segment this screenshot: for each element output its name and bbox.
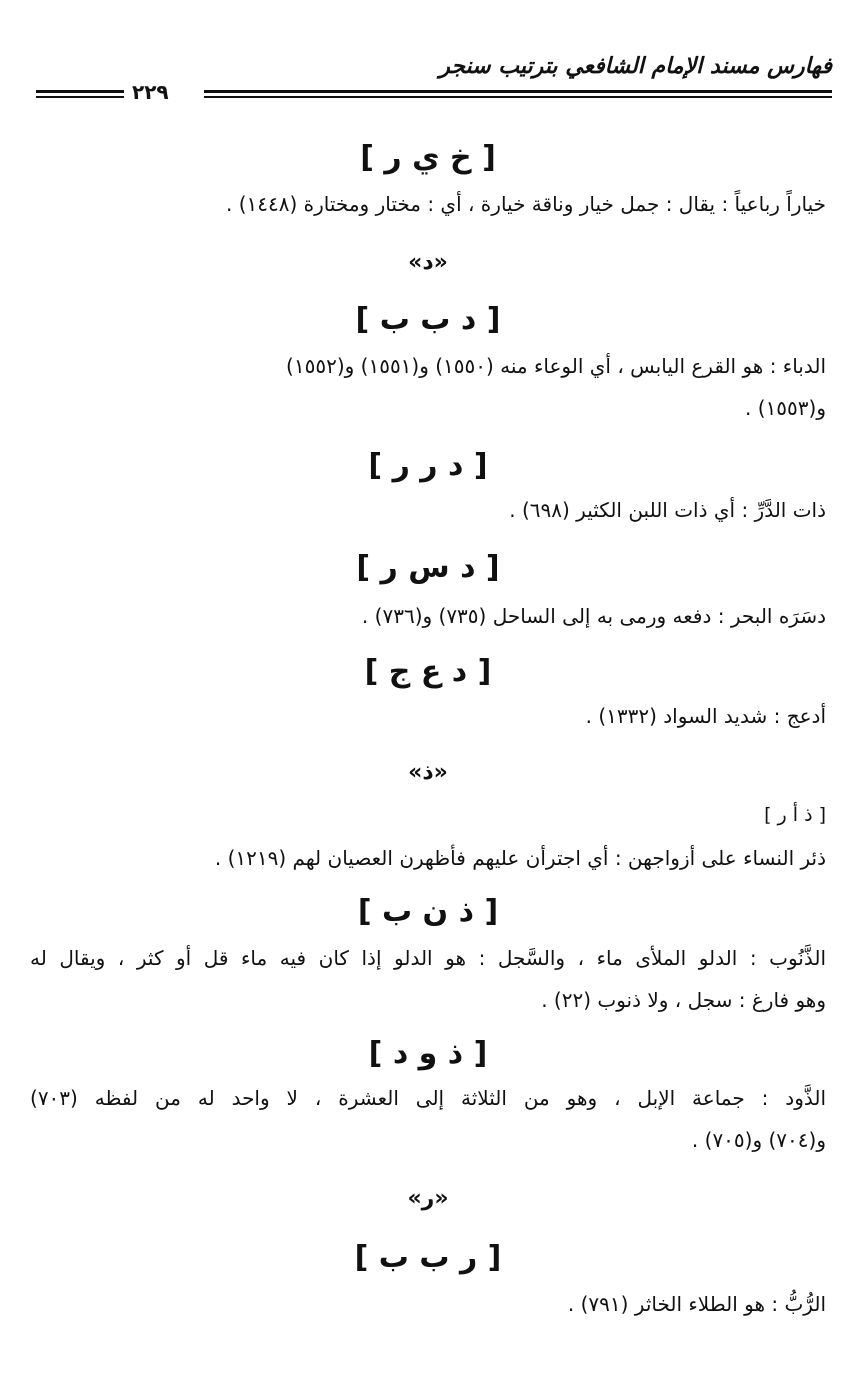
header-rule-left <box>36 90 124 93</box>
root-heading: [ ذ و د ] <box>368 1036 488 1071</box>
header-rule <box>204 90 832 93</box>
root-heading: [ د ر ر ] <box>368 448 488 483</box>
entry-text: الذَّنُوب : الدلو الملأى ماء ، والسَّجل : هو الدلو إذا كان فيه ماء قل أو كثر ، ويقال له <box>30 946 826 970</box>
page-number: ٢٢٩ <box>132 80 169 104</box>
letter-section-heading: «ذ» <box>408 760 448 785</box>
root-heading: [ د ب ب ] <box>355 302 501 337</box>
entry-text: الدباء : هو القرع اليابس ، أي الوعاء منه (١٥٥٠) و(١٥٥١) و(١٥٥٢) <box>286 354 826 378</box>
root-heading: [ خ ي ر ] <box>360 140 496 175</box>
header-title: فهارس مسند الإمام الشافعي بترتيب سنجر <box>439 54 832 79</box>
entry-text: ذات الدَّرِّ : أي ذات اللبن الكثير (٦٩٨) . <box>509 498 826 522</box>
entry-text: ذئر النساء على أزواجهن : أي اجترأن عليهم فأظهرن العصيان لهم (١٢١٩) . <box>214 846 826 870</box>
entry-text: الرُّبُّ : هو الطلاء الخاثر (٧٩١) . <box>567 1292 826 1316</box>
entry-text: دسَرَه البحر : دفعه ورمى به إلى الساحل (٧٣٥) و(٧٣٦) . <box>361 604 826 628</box>
header-rule-left <box>36 96 124 98</box>
running-header <box>36 52 832 102</box>
root-heading: [ ذ ن ب ] <box>357 894 499 929</box>
root-heading: [ ذ أ ر ] <box>764 804 826 826</box>
entry-text: و(١٥٥٣) . <box>745 396 826 420</box>
header-rule <box>204 96 832 98</box>
entry-text: الذَّود : جماعة الإبل ، وهو من الثلاثة إلى العشرة ، لا واحد له من لفظه (٧٠٣) <box>30 1086 826 1110</box>
root-heading: [ د س ر ] <box>356 550 500 585</box>
root-heading: [ ر ب ب ] <box>354 1240 502 1275</box>
entry-text: و(٧٠٤) و(٧٠٥) . <box>691 1128 826 1152</box>
entry-text: وهو فارغ : سجل ، ولا ذنوب (٢٢) . <box>541 988 826 1012</box>
entry-text: أدعج : شديد السواد (١٣٣٢) . <box>585 704 826 728</box>
entry-text: خياراً رباعياً : يقال : جمل خيار وناقة خيارة ، أي : مختار ومختارة (١٤٤٨) . <box>226 192 826 216</box>
letter-section-heading: «ر» <box>407 1186 449 1211</box>
letter-section-heading: «د» <box>408 250 448 275</box>
root-heading: [ د ع ج ] <box>364 654 492 689</box>
